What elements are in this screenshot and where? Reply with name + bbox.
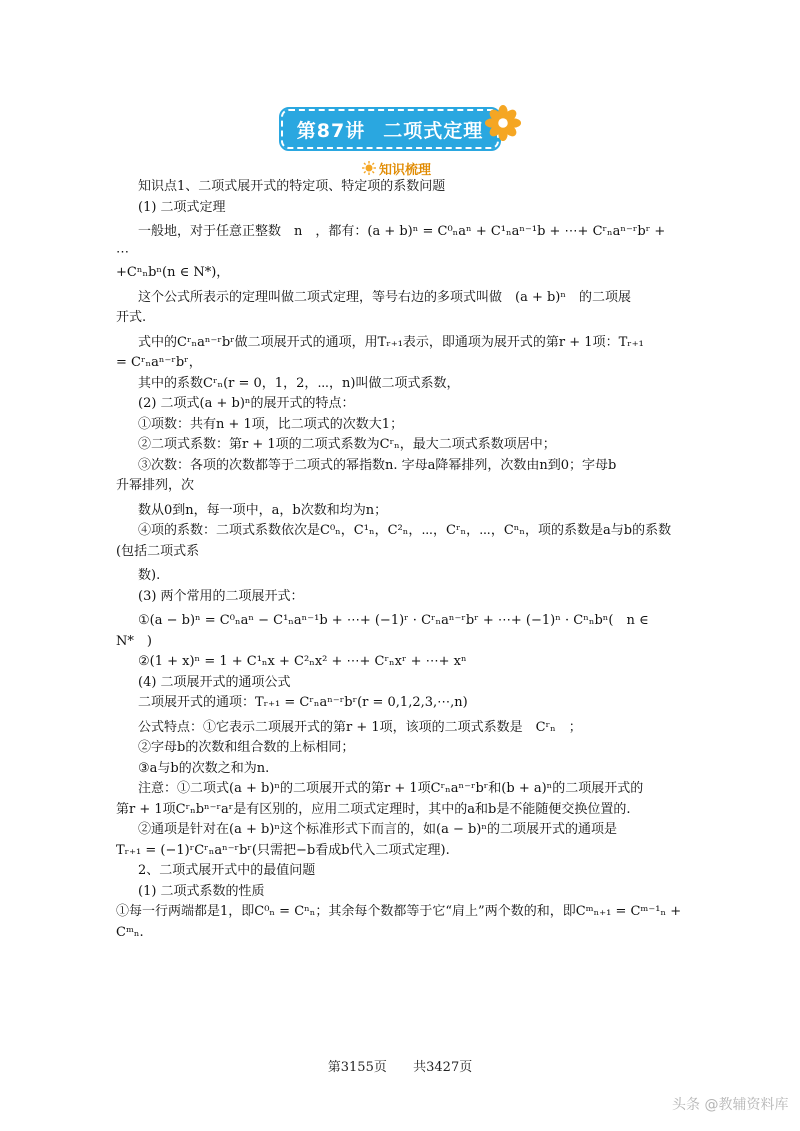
text-line: ②(1 + x)ⁿ = 1 + C¹ₙx + C²ₙx² + ⋯+ Cʳₙxʳ + ⋯+ xⁿ — [138, 654, 467, 669]
text-line: Tᵣ₊₁ = (−1)ʳCʳₙaⁿ⁻ʳbʳ(只需把−b看成b代入二项式定理). — [116, 842, 450, 858]
text-line: +Cⁿₙbⁿ(n ∈ N*)， — [116, 265, 230, 280]
text-line: 其中的系数Cʳₙ(r = 0，1，2，⋯，n)叫做二项式系数， — [138, 375, 460, 391]
text-line: (2) 二项式(a + b)ⁿ的展开式的特点： — [138, 396, 355, 411]
text-line: ①(a − b)ⁿ = C⁰ₙaⁿ − C¹ₙaⁿ⁻¹b + ⋯+ (−1)ʳ · Cʳₙaⁿ⁻ʳbʳ + ⋯+ (−1)ⁿ · Cⁿₙbⁿ( n ∈ N* ) — [116, 613, 649, 649]
text-line: 第r + 1项Cʳₙbⁿ⁻ʳaʳ是有区别的，应用二项式定理时，其中的a和b是不能随便交换位置的. — [116, 801, 631, 817]
text-line: 二项展开式的通项：Tᵣ₊₁ = Cʳₙaⁿ⁻ʳbʳ(r = 0,1,2,3,⋯,n) — [138, 695, 468, 710]
section-heading-text: 知识梳理 — [379, 162, 432, 178]
page-footer — [0, 1056, 800, 1075]
text-line: 公式特点：①它表示二项展开式的第r + 1项，该项的二项式系数是 Cʳₙ ； — [138, 719, 582, 735]
text-line: ②字母b的次数和组合数的上标相同； — [138, 740, 355, 755]
page-number: 第3155页 — [327, 1060, 387, 1075]
text-line: ①每一行两端都是1，即C⁰ₙ = Cⁿₙ；其余每个数都等于它“肩上”两个数的和，即Cᵐₙ₊₁ = Cᵐ⁻¹ₙ + — [116, 904, 682, 919]
text-line: 数从0到n，每一项中，a，b次数和均为n； — [138, 502, 388, 518]
text-line: ②通项是针对在(a + b)ⁿ这个标准形式下而言的，如(a − b)ⁿ的二项展开式的通项是 — [138, 822, 617, 837]
text-line: ①项数：共有n + 1项，比二项式的次数大1； — [138, 416, 404, 432]
text-line: = Cʳₙaⁿ⁻ʳbʳ， — [116, 355, 202, 370]
text-line: 一般地，对于任意正整数 n ，都有：(a + b)ⁿ = C⁰ₙaⁿ + C¹ₙaⁿ⁻¹b + ⋯+ Cʳₙaⁿ⁻ʳbʳ + ⋯ — [116, 224, 666, 260]
lecture-title: 二项式定理 — [383, 119, 484, 142]
document-body — [116, 177, 682, 943]
flower-icon — [484, 104, 522, 142]
sun-icon — [362, 161, 376, 175]
text-line: 这个公式所表示的定理叫做二项式定理，等号右边的多项式叫做 (a + b)ⁿ 的二项展 — [138, 289, 631, 305]
section-heading — [362, 158, 431, 178]
text-line: 知识点1、二项式展开式的特定项、特定项的系数问题 — [138, 179, 446, 194]
text-line: 注意：①二项式(a + b)ⁿ的二项展开式的第r + 1项Cʳₙaⁿ⁻ʳbʳ和(b + a)ⁿ的二项展开式的 — [138, 781, 644, 796]
text-line: (3) 两个常用的二项展开式： — [138, 588, 304, 604]
text-line: ②二项式系数：第r + 1项的二项式系数为Cʳₙ，最大二项式系数项居中； — [138, 437, 556, 452]
text-line: Cᵐₙ. — [116, 924, 144, 940]
text-line: 式中的Cʳₙaⁿ⁻ʳbʳ做二项展开式的通项，用Tᵣ₊₁表示，即通项为展开式的第r + 1项：Tᵣ₊₁ — [138, 334, 644, 350]
text-line: (1) 二项式定理 — [138, 199, 226, 215]
text-line: ③a与b的次数之和为n. — [138, 760, 270, 776]
text-line: (4) 二项展开式的通项公式 — [138, 674, 291, 690]
text-line: 开式. — [116, 310, 147, 325]
text-line: ③次数：各项的次数都等于二项式的幂指数n. 字母a降幂排列，次数由n到0；字母b — [138, 457, 617, 473]
lecture-banner — [281, 109, 499, 149]
text-line: 2、二项式展开式中的最值问题 — [138, 863, 316, 878]
text-line: (包括二项式系 — [116, 543, 200, 559]
text-line: ④项的系数：二项式系数依次是C⁰ₙ，C¹ₙ，C²ₙ，⋯，Cʳₙ，⋯，Cⁿₙ，项的系数是a与b的系数 — [138, 523, 672, 538]
lecture-number: 第87讲 — [296, 119, 366, 142]
text-line: (1) 二项式系数的性质 — [138, 883, 265, 899]
page-total: 共3427页 — [413, 1060, 473, 1075]
watermark: 头条 @教辅资料库 — [672, 1097, 789, 1113]
text-line: 数). — [138, 568, 161, 583]
text-line: 升幂排列，次 — [116, 478, 195, 493]
